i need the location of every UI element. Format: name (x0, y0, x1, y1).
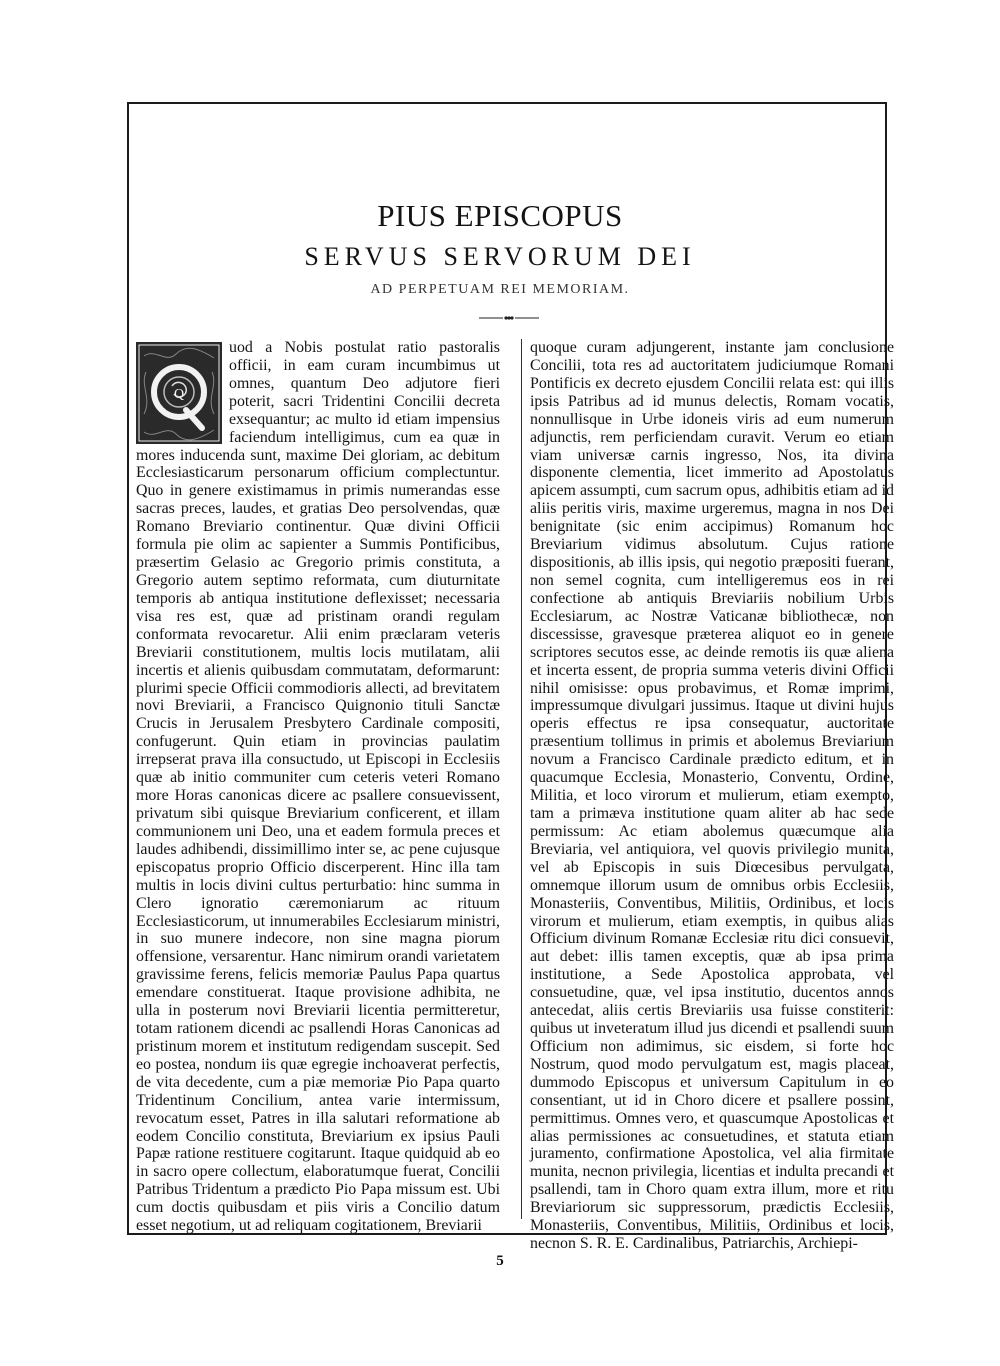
page-number: 5 (496, 1253, 504, 1269)
ornament-divider (479, 313, 539, 323)
left-column-text: uod a Nobis postulat ratio pastoralis officii, in eam curam incumbimus ut omnes, quantum Deo adjutore fieri poterit, sacri Tridentini Concilii decreta exsequantur; ac multo id etiam impensius faciendum intelligimus, cum ea quæ in mores inducenda sunt, maxime Dei gloriam, ac debitum Ecclesiasticarum personarum officium complectuntur. Quo in genere existimamus in primis numerandas esse sacras preces, laudes, et gratias Deo persolvendas, quæ Romano Breviario continentur. Quæ divini Officii formula pie olim ac sapienter a Summis Pontificibus, præsertim Gelasio ac Gregorio primis constituta, a Gregorio autem septimo reformata, cum diuturnitate temporis ab antiqua institutione deflexisset; necessaria visa res est, quæ ad pristinam orandi regulam conformata revocaretur. Alii enim præclaram veteris Breviarii constitutionem, multis locis mutilatam, alii incertis et alienis quibusdam commutatam, deformarunt: plurimi specie Officii commodioris allecti, ad brevitatem novi Breviarii, a Francisco Quignonio tituli Sanctæ Crucis in Jerusalem Presbytero Cardinale compositi, confugerunt. Quin etiam in provincias paulatim irrepserat prava illa consuctudo, ut Episcopi in Ecclesiis quæ ab initio communiter cum ceteris veteri Romano more Horas canonicas dicere ac psallere consuevissent, privatum sibi quisque Breviarium conficerent, et illam communionem uni Deo, una et eadem formula preces et laudes adhibendi, dissimillimo inter se, ac pene cujusque episcopatus proprio Officio discerperent. Hinc illa tam multis in locis divini cultus perturbatio: hinc summa in Clero ignoratio cæremoniarum ac rituum Ecclesiasticorum, ut innumerabiles Ecclesiarum ministri, in suo munere indecore, non sine magna piorum offensione, versarentur. Hanc nimirum orandi varietatem gravissime ferens, felicis memoriæ Paulus Papa quartus emendare constituerat. Itaque provisione adhibita, ne ulla in posterum novi Breviarii licentia permitteretur, totam rationem dicendi ac psallendi Horas Canonicas ad pristinum morem et institutum redigendam suscepit. Sed eo postea, nondum iis quæ egregie inchoaverat perfectis, de vita decedente, cum a piæ memoriæ Pio Papa quarto Tridentinum Concilium, antea varie intermissum, revocatum esset, Patres in illa salutari reformatione ab eodem Concilio constituta, Breviarium ex ipsius Pauli Papæ ratione restituere cogitarunt. Itaque quidquid ab eo in sacro opere collectum, elaboratumque fuerat, Concilii Patribus Tridentum a prædicto Pio Papa missum est. Ubi cum doctis quibusdam et piis viris a Concilio datum esset negotium, ut ad reliquam cogitationem, Breviarii (136, 339, 500, 1235)
drop-cap-letter: Q (173, 387, 185, 402)
text-column-left (136, 339, 500, 1235)
page-subtitle: SERVUS SERVORUM DEI (304, 242, 696, 271)
column-divider (521, 339, 522, 1219)
text-column-right (530, 339, 894, 1253)
page-tagline: AD PERPETUAM REI MEMORIAM. (370, 282, 630, 297)
page-title: PIUS EPISCOPUS (377, 198, 623, 233)
right-column-text: quoque curam adjungerent, instante jam conclusione Concilii, tota res ad auctoritatem judiciumque Romani Pontificis ex decreto ejusdem Concilii relata est: qui illis ipsis Patribus ad id munus delectis, Romam vocatis, nonnullisque in Urbe idoneis viris ad eum numerum adjunctis, rem perficiendam curavit. Verum eo etiam viam universæ carnis ingresso, Nos, ita divina disponente clementia, licet immerito ad Apostolatus apicem assumpti, cum sacrum opus, adhibitis etiam ad id aliis peritis viris, maxime urgeremus, magna in nos Dei benignitate (sic enim accipimus) Romanum hoc Breviarium vidimus absolutum. Cujus ratione dispositionis, ab illis ipsis, qui negotio præpositi fuerant, non semel cognita, cum intelligeremus eos in rei confectione ab antiquis Breviariis nobilium Urbis Ecclesiarum, ac Nostræ Vaticanæ bibliothecæ, non discessisse, gravesque præterea aliquot eo in genere scriptores secutos esse, ac deinde remotis iis quæ aliena et incerta essent, de propria summa veteris divini Officii nihil omisisse: opus probavimus, et Romæ imprimi, impressumque divulgari jussimus. Itaque ut divini hujus operis effectus re ipsa consequatur, auctoritate præsentium tollimus in primis et abolemus Breviarium novum a Francisco Cardinale prædicto editum, et in quacumque Ecclesia, Monasterio, Conventu, Ordine, Militia, et loco virorum et mulierum, etiam exempto, tam a primæva institutione quam aliter ab hac sede permissum: Ac etiam abolemus quæcumque alia Breviaria, vel antiquiora, vel quovis privilegio munita, vel ab Episcopis in suis Diœcesibus pervulgata, omnemque illorum usum de omnibus orbis Ecclesiis, Monasteriis, Conventibus, Militiis, Ordinibus, et locis virorum et mulierum, etiam exemptis, in quibus alias Officium divinum Romanæ Ecclesiæ ritu dici consuevit, aut debet: illis tamen exceptis, quæ ab ipsa prima institutione, a Sede Apostolica approbata, vel consuetudine, quæ, vel ipsa institutio, ducentos annos antecedat, aliis certis Breviariis usa fuisse constiterit: quibus ut inveteratum illud jus dicendi et psallendi suum Officium non adimimus, sic eisdem, si forte hoc Nostrum, quod modo pervulgatum est, magis placeat, dummodo Episcopus et universum Capitulum in eo consentiant, ut id in Choro dicere et psallere possint, permittimus. Omnes vero, et quascumque Apostolicas et alias permissiones ac consuetudines, et statuta etiam juramento, confirmatione Apostolica, vel alia firmitate munita, necnon privilegia, licentias et indulta precandi et psallendi, tam in Choro quam extra illum, more et ritu Breviariorum sic suppressorum, prædictis Ecclesiis, Monasteriis, Conventibus, Militiis, Ordinibus et locis, necnon S. R. E. Cardinalibus, Patriarchis, Archiepi- (530, 339, 894, 1253)
decorated-initial-q (136, 342, 222, 444)
